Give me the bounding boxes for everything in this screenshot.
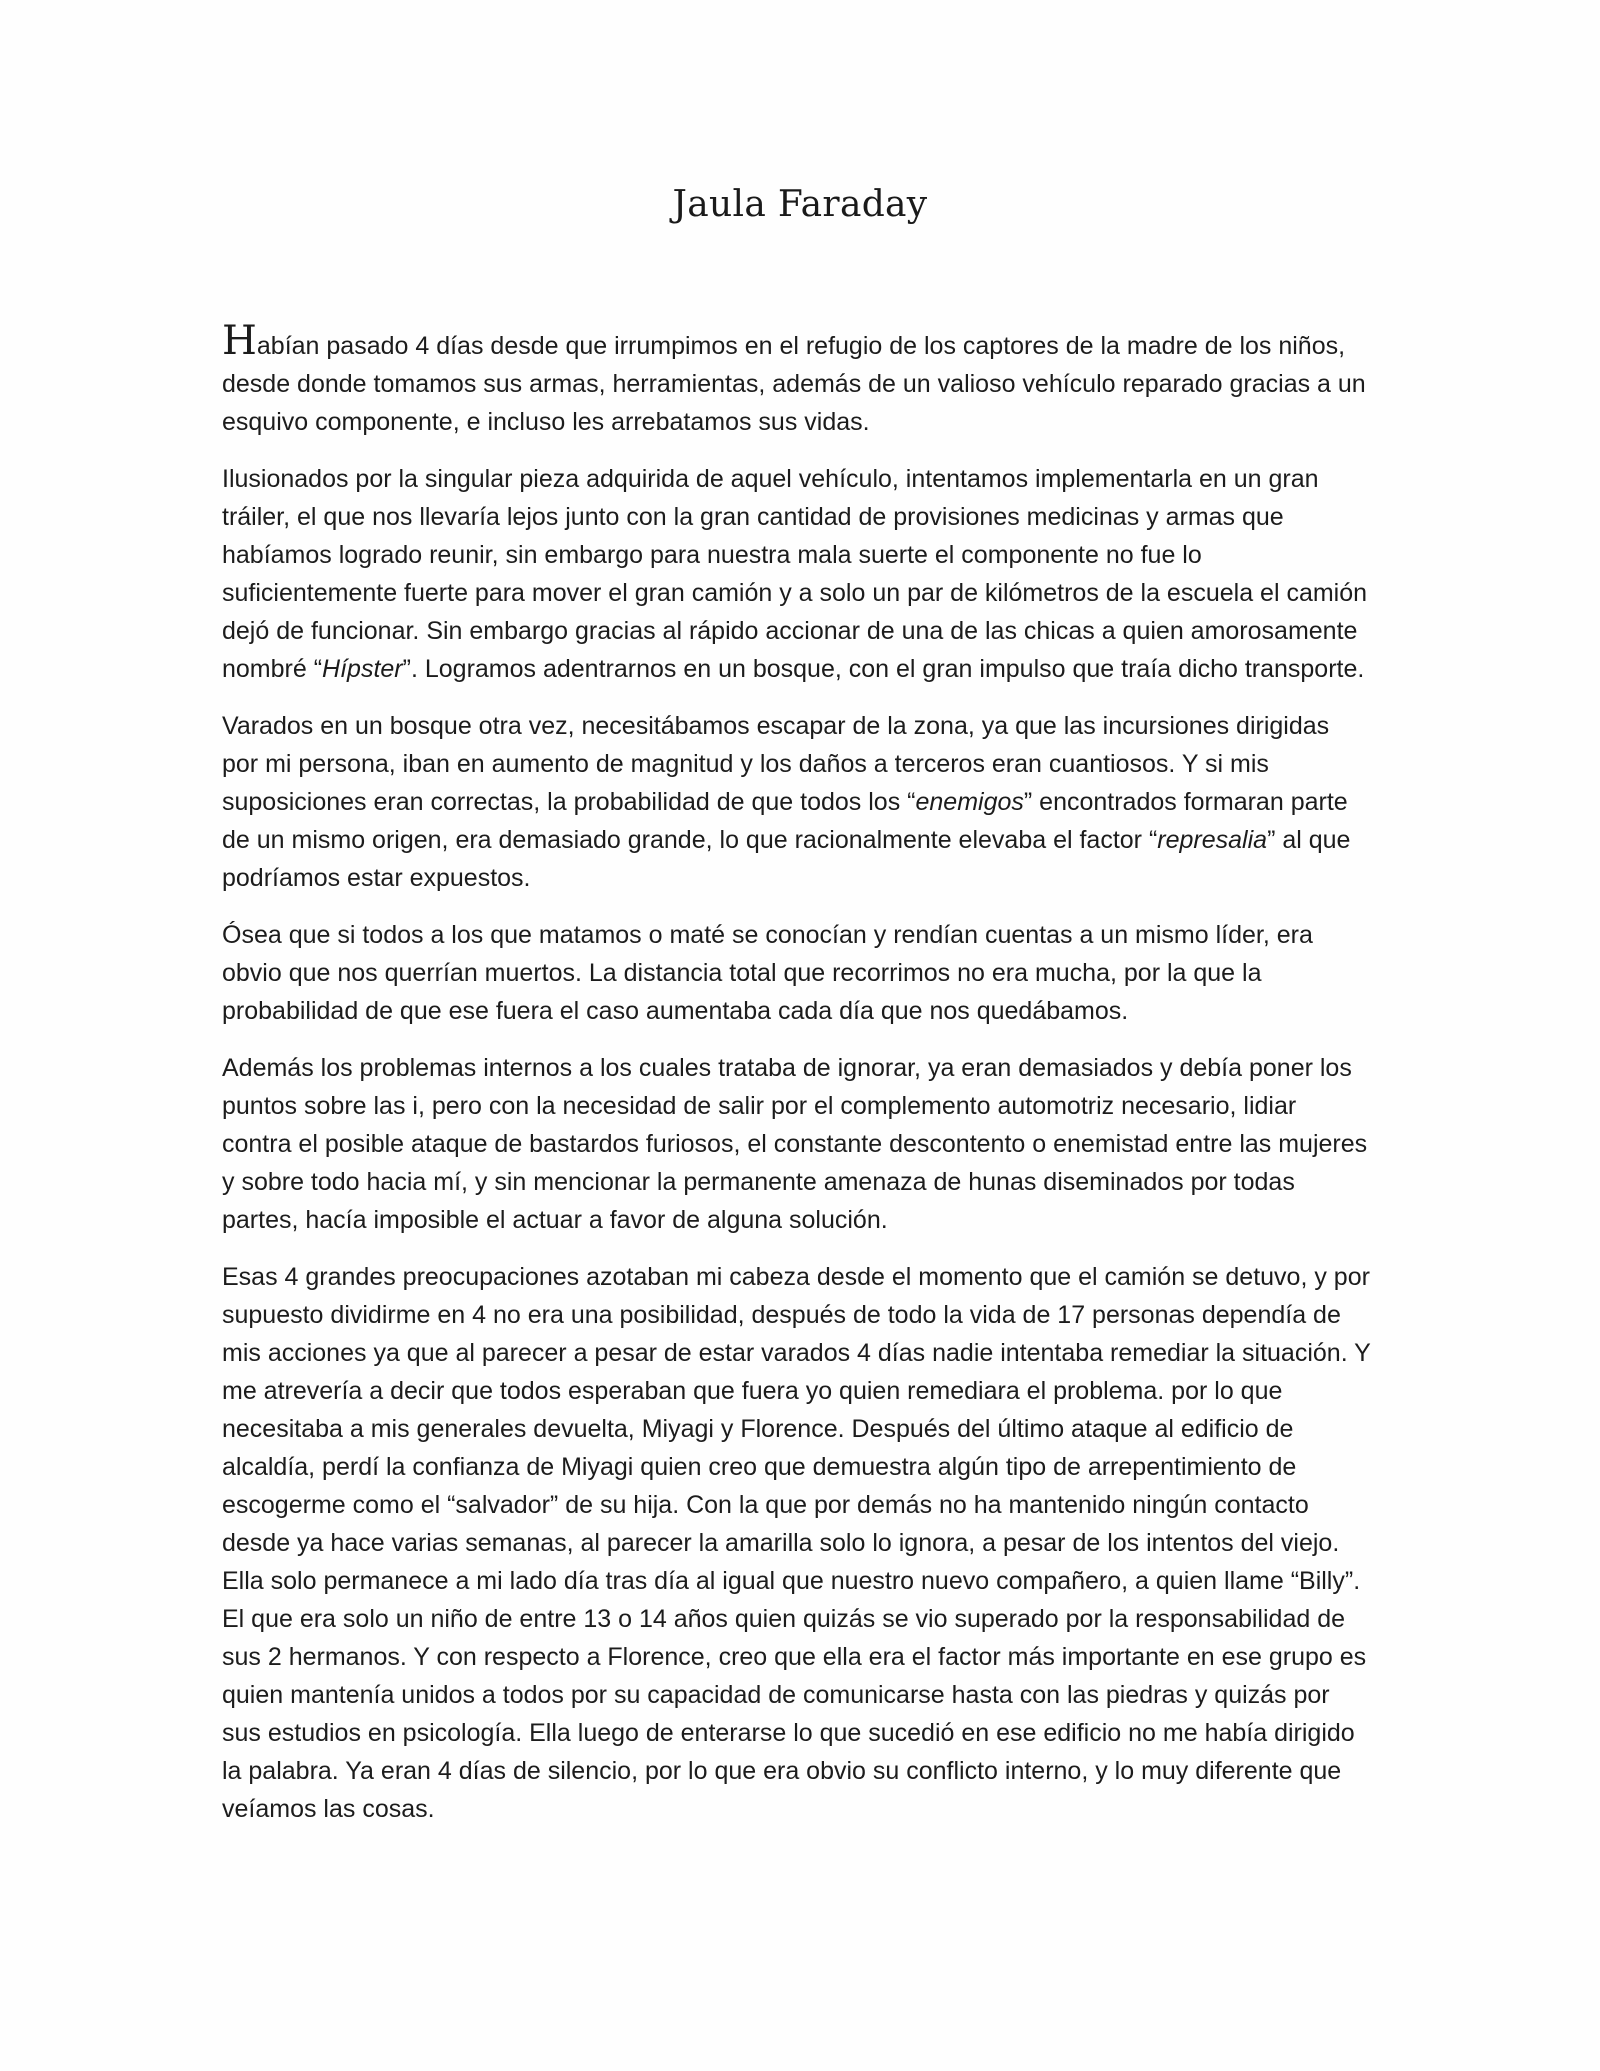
- text-segment: ”. Logramos adentrarnos en un bosque, con el gran impulso que traía dicho transporte.: [402, 655, 1365, 683]
- paragraph: [222, 916, 1372, 1030]
- text-segment: ” encontrados formaran parte de un mismo origen, era demasiado grande, lo que racionalmente elevaba el factor “: [222, 788, 1348, 854]
- text-segment: Varados en un bosque otra vez, necesitábamos escapar de la zona, ya que las incursiones dirigidas por mi persona, iban en aumento de magnitud y los daños a terceros eran cuantiosos. Y si mis suposiciones eran correctas, la probabilidad de que todos los “: [222, 712, 1330, 816]
- text-segment: Ósea que si todos a los que matamos o maté se conocían y rendían cuentas a un mismo líder, era obvio que nos querrían muertos. La distancia total que recorrimos no era mucha, por la que la probabilidad de que ese fuera el caso aumentaba cada día que nos quedábamos.: [222, 921, 1313, 1025]
- document-title: Jaula Faraday: [672, 184, 928, 225]
- paragraph: [222, 707, 1372, 897]
- paragraph: [222, 318, 1372, 441]
- paragraph: [222, 1049, 1372, 1239]
- italic-text: represalia: [1157, 826, 1268, 854]
- document-body: [222, 318, 1372, 1847]
- text-segment: Además los problemas internos a los cuales trataba de ignorar, ya eran demasiados y debía poner los puntos sobre las i, pero con la necesidad de salir por el complemento automotriz necesario, lidiar contra el posible ataque de bastardos furiosos, el constante descontento o enemistad entre las mujeres y sobre todo hacia mí, y sin mencionar la permanente amenaza de hunas diseminados por todas partes, hacía imposible el actuar a favor de alguna solución.: [222, 1054, 1368, 1234]
- italic-text: Hípster: [322, 655, 403, 683]
- text-segment: ” al que podríamos estar expuestos.: [222, 826, 1351, 892]
- paragraph: [222, 1258, 1372, 1828]
- paragraph: [222, 460, 1372, 688]
- text-segment: Ilusionados por la singular pieza adquirida de aquel vehículo, intentamos implementarla en un gran tráiler, el que nos llevaría lejos junto con la gran cantidad de provisiones medicinas y armas que habíamos logrado reunir, sin embargo para nuestra mala suerte el componente no fue lo suficientemente fuerte para mover el gran camión y a solo un par de kilómetros de la escuela el camión dejó de funcionar. Sin embargo gracias al rápido accionar de una de las chicas a quien amorosamente nombré “: [222, 465, 1368, 683]
- text-segment: Esas 4 grandes preocupaciones azotaban mi cabeza desde el momento que el camión se detuvo, y por supuesto dividirme en 4 no era una posibilidad, después de todo la vida de 17 personas dependía de mis acciones ya que al parecer a pesar de estar varados 4 días nadie intentaba remediar la situación. Y me atrevería a decir que todos esperaban que fuera yo quien remediara el problema. por lo que necesitaba a mis generales devuelta, Miyagi y Florence. Después del último ataque al edificio de alcaldía, perdí la confianza de Miyagi quien creo que demuestra algún tipo de arrepentimiento de escogerme como el “salvador” de su hija. Con la que por demás no ha mantenido ningún contacto desde ya hace varias semanas, al parecer la amarilla solo lo ignora, a pesar de los intentos del viejo. Ella solo permanece a mi lado día tras día al igual que nuestro nuevo compañero, a quien llame “Billy”. El que era solo un niño de entre 13 o 14 años quien quizás se vio superado por la responsabilidad de sus 2 hermanos. Y con respecto a Florence, creo que ella era el factor más importante en ese grupo es quien mantenía unidos a todos por su capacidad de comunicarse hasta con las piedras y quizás por sus estudios en psicología. Ella luego de enterarse lo que sucedió en ese edificio no me había dirigido la palabra. Ya eran 4 días de silencio, por lo que era obvio su conflicto interno, y lo muy diferente que veíamos las cosas.: [222, 1263, 1371, 1823]
- drop-cap: H: [222, 318, 257, 364]
- text-segment: abían pasado 4 días desde que irrumpimos en el refugio de los captores de la madre de los niños, desde donde tomamos sus armas, herramientas, además de un valioso vehículo reparado gracias a un esquivo componente, e incluso les arrebatamos sus vidas.: [222, 332, 1366, 436]
- italic-text: enemigos: [915, 788, 1024, 816]
